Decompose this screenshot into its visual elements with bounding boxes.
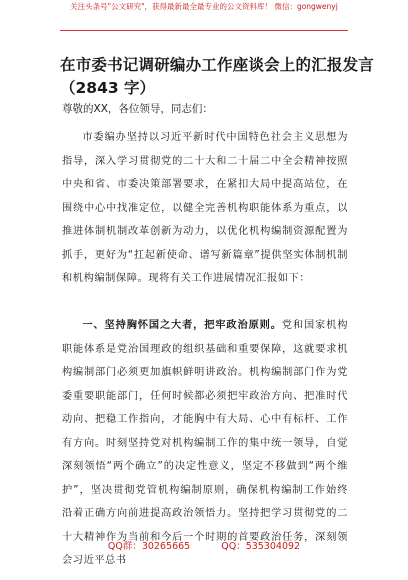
intro-paragraph: 市委编办坚持以习近平新时代中国特色社会主义思想为指导，深入学习贯彻党的二十大和二十届二中全会精神按照中央和省、市委决策部署要求，在紧扣大局中提高站位，在围绕中心中找准定位，以健全完善机构职能体系为重点，以推进体制机制改革创新为动力，以优化机构编制资源配置为抓手，更好为“扛起新使命、谱写新篇章”提供坚实体制机制和机构编制保障。现将有关工作进展情况汇报如下： — [62, 132, 348, 284]
salutation: 尊敬的XX，各位领导，同志们： — [62, 103, 213, 115]
header-divider — [60, 30, 348, 31]
word-count: （2843 字） — [60, 79, 156, 97]
section-one-body: 党和国家机构职能体系是党治国理政的组织基础和重要保障，这就要求机构编制部门必须更加旗帜鲜明讲政治。机构编制部门作为党委重要职能部门，任何时候都必须把牢政治方向、把准时代动向、把稳工作指向，才能胸中有大局、心中有标杆、工作有方向。时刻坚持党对机构编制工作的集中统一领导，自觉深刻领悟“两个确立”的决定性意义，坚定不移做到“两个维护”，坚决贯彻党管机构编制原则，确保机构编制工作始终沿着正确方向前进提高政治领悟力。坚持把学习贯彻党的二十大精神作为当前和今后一个时期的首要政治任务，深刻领会习近平总书 — [62, 320, 348, 566]
contact-footer — [0, 540, 408, 554]
section-one-paragraph — [62, 314, 348, 573]
section-one-heading: 一、坚持胸怀国之大者，把牢政治原则。 — [82, 320, 282, 331]
qq-group-label: QQ群：30265665 — [107, 541, 191, 552]
qq-label: QQ：535304092 — [221, 541, 301, 552]
promo-banner: 关注头条号"公文研究"，获得最新最全最专业的公文资料库！ 微信：gongwenyj — [70, 2, 338, 11]
document-title: 在市委书记调研编办工作座谈会上的汇报发言 — [60, 56, 375, 74]
